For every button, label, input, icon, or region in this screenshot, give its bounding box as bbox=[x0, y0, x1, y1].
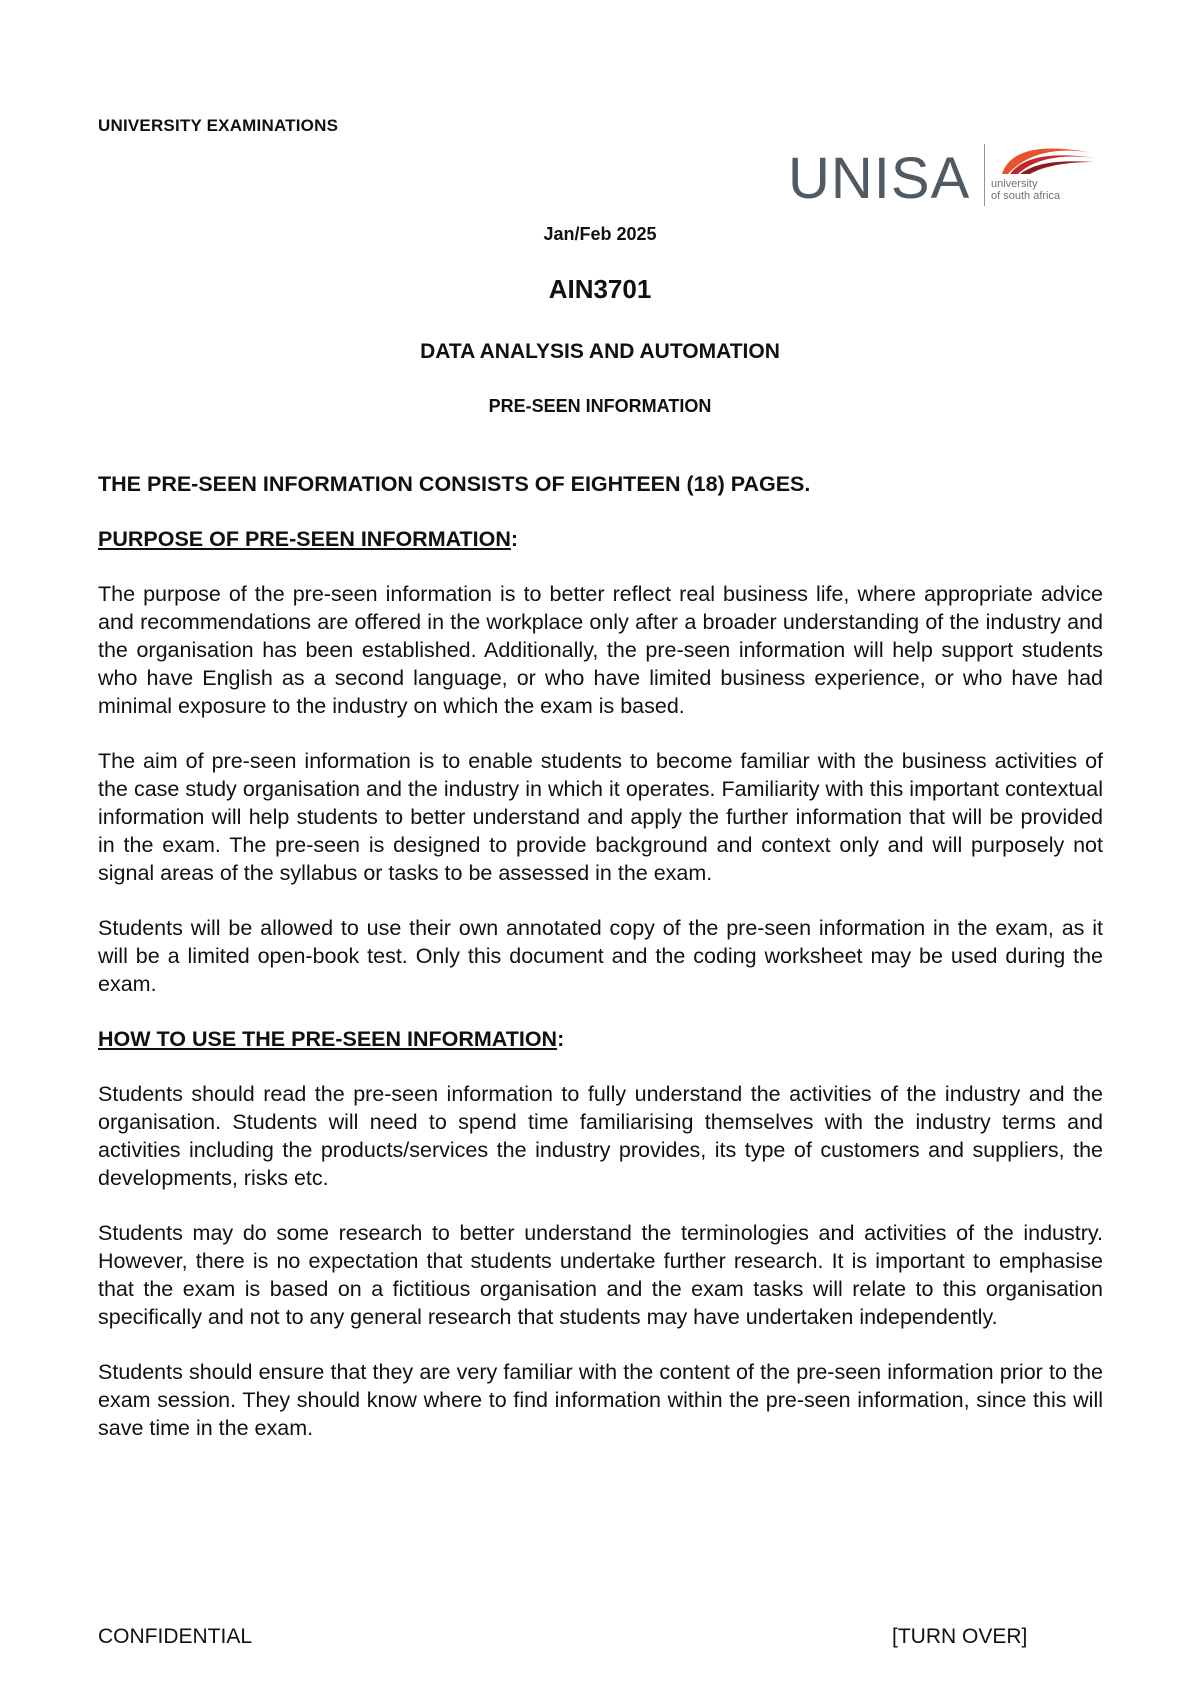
purpose-paragraph-1: The purpose of the pre-seen information is to better reflect real business life, where appropriate advice and recommendations are offered in the workplace only after a broader understanding of the industry and the organisation has been established. Additionally, the pre-seen information will help support students who have English as a second language, or who have limited business experience, or who have had minimal exposure to the industry on which the exam is based. bbox=[98, 582, 1103, 718]
logo-wordmark: UNISA bbox=[788, 146, 971, 211]
logo-subtitle-line1: university bbox=[991, 178, 1038, 190]
purpose-heading: PURPOSE OF PRE-SEEN INFORMATION: bbox=[98, 527, 519, 551]
institution-label: UNIVERSITY EXAMINATIONS bbox=[98, 116, 339, 135]
howto-heading-text: HOW TO USE THE PRE-SEEN INFORMATION bbox=[98, 1027, 558, 1051]
module-code: AIN3701 bbox=[548, 274, 652, 304]
document-type: PRE-SEEN INFORMATION bbox=[488, 396, 712, 416]
logo-divider bbox=[984, 144, 985, 206]
module-name: DATA ANALYSIS AND AUTOMATION bbox=[420, 340, 780, 363]
howto-paragraph-3: Students should ensure that they are very familiar with the content of the pre-seen information prior to the exam session. They should know where to find information within the pre-seen information, since this will save time in the exam. bbox=[98, 1360, 1103, 1440]
howto-paragraph-1: Students should read the pre-seen information to fully understand the activities of the industry and the organisation. Students will need to spend time familiarising themselves with the industry terms and activities including the products/services the industry provides, its type of customers and suppliers, the developments, risks etc. bbox=[98, 1082, 1103, 1190]
logo-swoosh-icon bbox=[1000, 140, 1100, 176]
logo-subtitle-line2: of south africa bbox=[991, 190, 1061, 202]
page-count-statement: THE PRE-SEEN INFORMATION CONSISTS OF EIGHTEEN (18) PAGES. bbox=[98, 472, 811, 496]
exam-session: Jan/Feb 2025 bbox=[543, 224, 657, 244]
footer-confidential: CONFIDENTIAL bbox=[98, 1625, 253, 1648]
unisa-logo bbox=[788, 140, 1098, 215]
purpose-paragraph-2: The aim of pre-seen information is to enable students to become familiar with the business activities of the case study organisation and the industry in which it operates. Familiarity with this important contextual information will help students to better understand and apply the further information that will be provided in the exam. The pre-seen is designed to provide background and context only and will purposely not signal areas of the syllabus or tasks to be assessed in the exam. bbox=[98, 749, 1103, 885]
logo-subtitle bbox=[991, 178, 1060, 202]
purpose-paragraph-3: Students will be allowed to use their own annotated copy of the pre-seen information in the exam, as it will be a limited open-book test. Only this document and the coding worksheet may be used during the exam. bbox=[98, 916, 1103, 996]
document-body bbox=[98, 470, 1103, 1469]
howto-heading: HOW TO USE THE PRE-SEEN INFORMATION: bbox=[98, 1027, 565, 1051]
footer-turn-over: [TURN OVER] bbox=[892, 1625, 1028, 1648]
howto-paragraph-2: Students may do some research to better understand the terminologies and activities of the industry. However, there is no expectation that students undertake further research. It is important to emphasise that the exam is based on a fictitious organisation and the exam tasks will relate to this organisation specifically and not to any general research that students may have undertaken independently. bbox=[98, 1221, 1103, 1329]
purpose-heading-text: PURPOSE OF PRE-SEEN INFORMATION bbox=[98, 527, 511, 551]
